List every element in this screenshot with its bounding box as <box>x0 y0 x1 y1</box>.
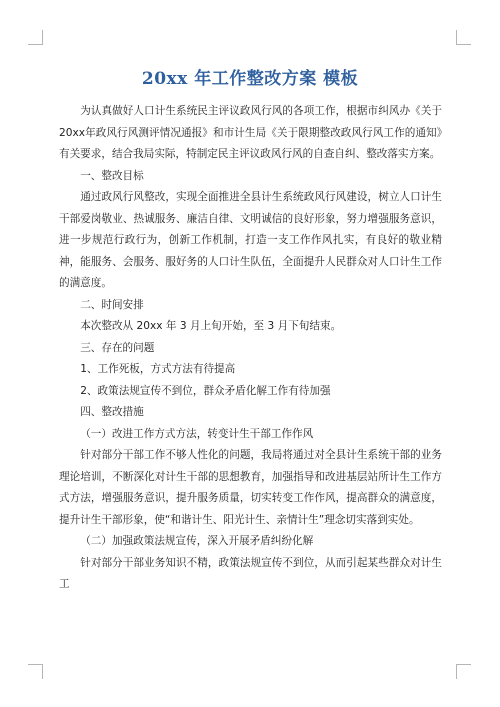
crop-mark-top-left <box>28 30 43 45</box>
document-body <box>59 101 442 596</box>
intro-paragraph: 为认真做好人口计生系统民主评议政风行风的各项工作，根据市纠风办《关于20xx年政风行风测评情况通报》和市计生局《关于限期整改政风行风工作的通知》有关要求，结合我局实际，特制定民主评议政风行风的自查自纠、整改落实方案。 <box>59 105 442 160</box>
section-heading-schedule: 二、时间安排 <box>80 298 144 311</box>
problem-item: 1、工作死板，方式方法有待提高 <box>80 363 236 375</box>
crop-mark-top-right <box>456 30 471 45</box>
subsection-text: 针对部分干部工作不够人性化的问题，我局将通过对全县计生系统干部的业务理论培训，不断深化对计生干部的思想教育，加强指导和改进基层站所计生工作方式方法，增强服务意识，提升服务质量，切实转变工作作风，提高群众的满意度，提升计生干部形象，使“和谐计生、阳光计生、亲情计生”理念切实落到实处。 <box>59 449 442 526</box>
section-heading-goals: 一、整改目标 <box>80 169 144 182</box>
subsection-heading: （一）改进工作方式方法，转变计生干部工作作风 <box>80 427 314 440</box>
section-text-schedule: 本次整改从 20xx 年 3 月上旬开始，至 3 月下旬结束。 <box>80 320 342 332</box>
subsection-heading: （二）加强政策法规宣传，深入开展矛盾纠纷化解 <box>80 535 314 547</box>
subsection-text: 针对部分干部业务知识不精，政策法规宣传不到位，从而引起某些群众对计生工 <box>59 556 442 590</box>
crop-mark-bottom-left <box>28 664 43 679</box>
problem-item: 2、政策法规宣传不到位，群众矛盾化解工作有待加强 <box>80 384 331 397</box>
crop-mark-bottom-right <box>456 664 471 679</box>
section-heading-measures: 四、整改措施 <box>80 406 144 418</box>
section-heading-problems: 三、存在的问题 <box>80 341 155 354</box>
document-title: 20xx 年工作整改方案 模板 <box>141 69 359 89</box>
section-text-goals: 通过政风行风整改，实现全面推进全县计生系统政风行风建设，树立人口计生干部爱岗敬业、热诚服务、廉洁自律、文明诚信的良好形象，努力增强服务意识，进一步规范行政行为，创新工作机制，打造一支工作作风扎实，有良好的敬业精神，能服务、会服务、服好务的人口计生队伍，全面提升人民群众对人口计生工作的满意度。 <box>59 191 442 289</box>
